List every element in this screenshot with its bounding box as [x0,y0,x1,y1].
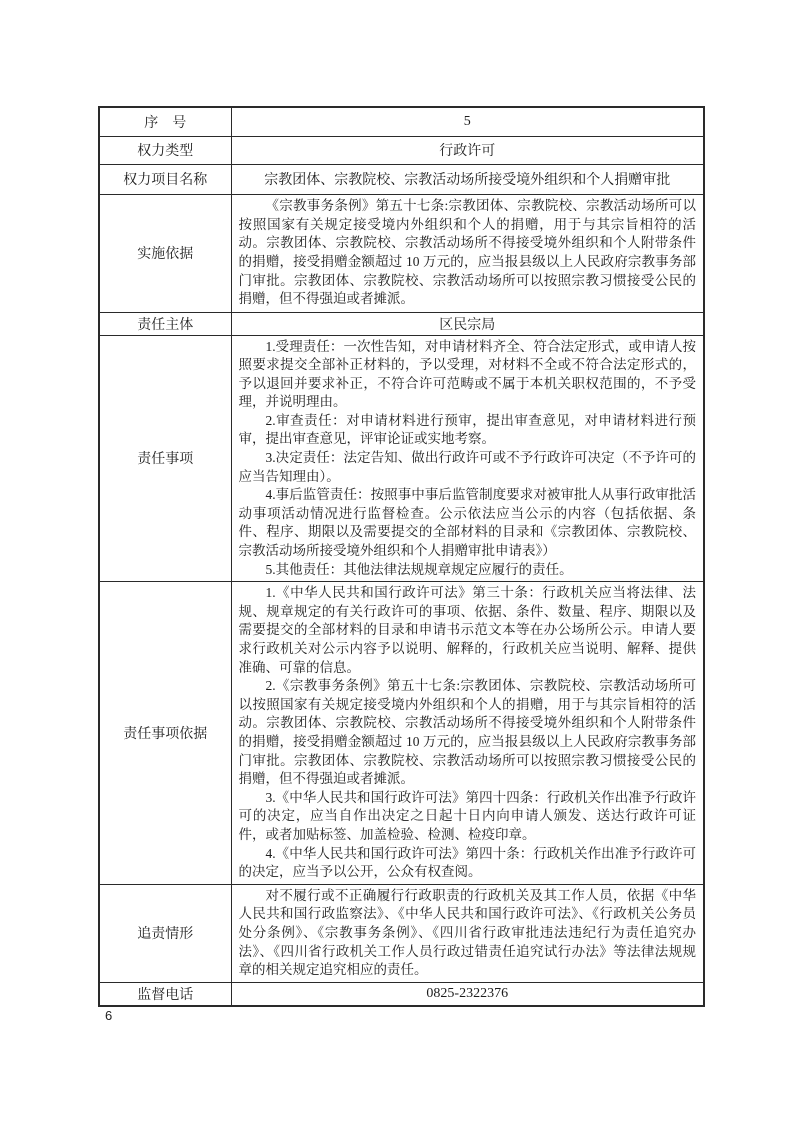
cell-responsibility-items-basis-text [231,582,704,885]
row-label-serial-number: 序 号 [99,107,231,136]
cell-serial-number-value: 5 [231,107,704,136]
responsibility-basis-item-1: 1.《中华人民共和国行政许可法》第三十条：行政机关应当将法律、法规、规章规定的有关行政许可的事项、依据、条件、数量、程序、期限以及需要提交的全部材料的目录和申请书示范文本等在办公场所公示。申请人要求行政机关对公示内容予以说明、解释的，行政机关应当说明、解释、提供准确、可靠的信息。 [238,585,696,675]
cell-power-item-name-value: 宗教团体、宗教院校、宗教活动场所接受境外组织和个人捐赠审批 [231,164,704,194]
cell-power-type-value: 行政许可 [231,136,704,164]
power-item-table [98,106,705,1007]
row-label-responsibility-items: 责任事项 [99,335,231,582]
responsibility-item-1: 1.受理责任：一次性告知，对申请材料齐全、符合法定形式，或申请人按照要求提交全部补正材料的，予以受理，对材料不全或不符合法定形式的，予以退回并要求补正，不符合许可范畴或不属于本机关职权范围的，不予受理，并说明理由。 [238,338,696,410]
table-row-power-item-name [99,164,704,194]
accountability-paragraph: 对不履行或不正确履行行政职责的行政机关及其工作人员，依据《中华人民共和国行政监察法》、《中华人民共和国行政许可法》、《行政机关公务员处分条例》、《宗教事务条例》、《四川省行政审批违法违纪行为责任追究办法》、《四川省行政机关工作人员行政过错责任追究试行办法》等法律法规规章的相关规定追究相应的责任。 [238,887,696,978]
table-row-responsible-entity [99,312,704,335]
row-label-power-type: 权力类型 [99,136,231,164]
responsibility-item-2: 2.审查责任：对申请材料进行预审，提出审查意见，对申请材料进行预审，提出审查意见，评审论证或实地考察。 [238,412,696,447]
row-label-accountability-situations: 追责情形 [99,884,231,982]
table-row-power-type [99,136,704,164]
table-row-responsibility-items [99,335,704,582]
responsibility-basis-item-4: 4.《中华人民共和国行政许可法》第四十条：行政机关作出准予行政许可的决定，应当予以公开，公众有权查阅。 [238,845,696,880]
row-label-supervision-phone: 监督电话 [99,982,231,1006]
responsibility-item-5: 5.其他责任：其他法律法规规章规定应履行的责任。 [265,561,573,577]
implementation-basis-paragraph: 《宗教事务条例》第五十七条:宗教团体、宗教院校、宗教活动场所可以按照国家有关规定接受境内外组织和个人的捐赠，用于与其宗旨相符的活动。宗教团体、宗教院校、宗教活动场所不得接受境外组织和个人附带条件的捐赠，接受捐赠金额超过 10 万元的，应当报县级以上人民政府宗教事务部门审批。宗教团体、宗教院校、宗教活动场所可以按照宗教习惯接受公民的捐赠，但不得强迫或者摊派。 [238,198,696,307]
responsibility-basis-item-3: 3.《中华人民共和国行政许可法》第四十四条：行政机关作出准予行政许可的决定，应当自作出决定之日起十日内向申请人颁发、送达行政许可证件，或者加贴标签、加盖检验、检测、检疫印章。 [238,789,696,842]
cell-accountability-situations-text [231,884,704,982]
cell-responsibility-items-text [231,335,704,582]
row-label-implementation-basis: 实施依据 [99,194,231,312]
row-label-responsibility-items-basis: 责任事项依据 [99,582,231,885]
table-row-serial-number [99,107,704,136]
cell-supervision-phone-value: 0825-2322376 [231,982,704,1006]
row-label-power-item-name: 权力项目名称 [99,164,231,194]
cell-implementation-basis-text [231,194,704,312]
responsibility-basis-item-2: 2.《宗教事务条例》第五十七条:宗教团体、宗教院校、宗教活动场所可以按照国家有关规定接受境内外组织和个人的捐赠，用于与其宗旨相符的活动。宗教团体、宗教院校、宗教活动场所不得接受境外组织和个人附带条件的捐赠，接受捐赠金额超过 10 万元的，应当报县级以上人民政府宗教事务部门审批。宗教团体、宗教院校、宗教活动场所可以按照宗教习惯接受公民的捐赠，但不得强迫或者摊派。 [238,678,696,787]
table-row-implementation-basis [99,194,704,312]
table-row-responsibility-items-basis [99,582,704,885]
cell-responsible-entity-value: 区民宗局 [231,312,704,335]
table-row-supervision-phone [99,982,704,1006]
row-label-responsible-entity: 责任主体 [99,312,231,335]
table-row-accountability-situations [99,884,704,982]
responsibility-item-4: 4.事后监管责任：按照事中事后监管制度要求对被审批人从事行政审批活动事项活动情况进行监督检查。公示依法应当公示的内容（包括依据、条件、程序、期限以及需要提交的全部材料的目录和《宗教团体、宗教院校、宗教活动场所接受境外组织和个人捐赠审批申请表》） [238,487,696,559]
page-number: 6 [105,1008,113,1023]
responsibility-item-3: 3.决定责任：法定告知、做出行政许可或不予行政许可决定（不予许可的应当告知理由）。 [238,450,696,484]
